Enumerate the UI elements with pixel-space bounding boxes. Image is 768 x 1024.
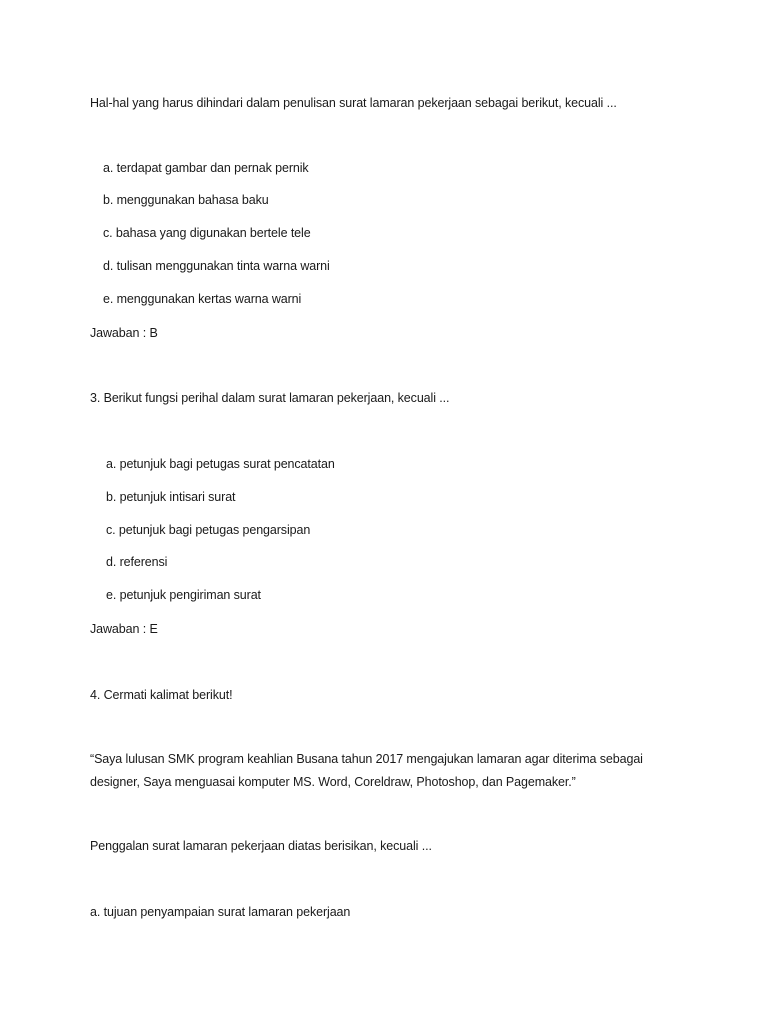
question-4-text: 4. Cermati kalimat berikut! bbox=[90, 688, 233, 702]
question-2-option-e: e. menggunakan kertas warna warni bbox=[103, 292, 302, 306]
question-2-option-c: c. bahasa yang digunakan bertele tele bbox=[103, 226, 311, 240]
question-3-option-b: b. petunjuk intisari surat bbox=[106, 490, 236, 504]
question-3-answer: Jawaban : E bbox=[90, 622, 158, 636]
question-3-option-c: c. petunjuk bagi petugas pengarsipan bbox=[106, 523, 311, 537]
question-4-prompt: Penggalan surat lamaran pekerjaan diatas berisikan, kecuali ... bbox=[90, 839, 432, 853]
question-3-option-a: a. petunjuk bagi petugas surat pencatatan bbox=[106, 457, 335, 471]
question-4-quote-line-2: designer, Saya menguasai komputer MS. Word, Coreldraw, Photoshop, dan Pagemaker.” bbox=[90, 775, 576, 789]
question-3-option-e: e. petunjuk pengiriman surat bbox=[106, 588, 261, 602]
question-3-option-d: d. referensi bbox=[106, 555, 168, 569]
question-2-option-a: a. terdapat gambar dan pernak pernik bbox=[103, 161, 309, 175]
question-2-answer: Jawaban : B bbox=[90, 326, 158, 340]
question-2-text: Hal-hal yang harus dihindari dalam penulisan surat lamaran pekerjaan sebagai berikut, kecuali ... bbox=[90, 96, 617, 110]
question-2-option-d: d. tulisan menggunakan tinta warna warni bbox=[103, 259, 330, 273]
question-2-option-b: b. menggunakan bahasa baku bbox=[103, 193, 269, 207]
question-4-option-a: a. tujuan penyampaian surat lamaran pekerjaan bbox=[90, 905, 351, 919]
question-4-quote-line-1: “Saya lulusan SMK program keahlian Busana tahun 2017 mengajukan lamaran agar diterima sebagai bbox=[90, 752, 643, 766]
question-3-text: 3. Berikut fungsi perihal dalam surat lamaran pekerjaan, kecuali ... bbox=[90, 391, 450, 405]
